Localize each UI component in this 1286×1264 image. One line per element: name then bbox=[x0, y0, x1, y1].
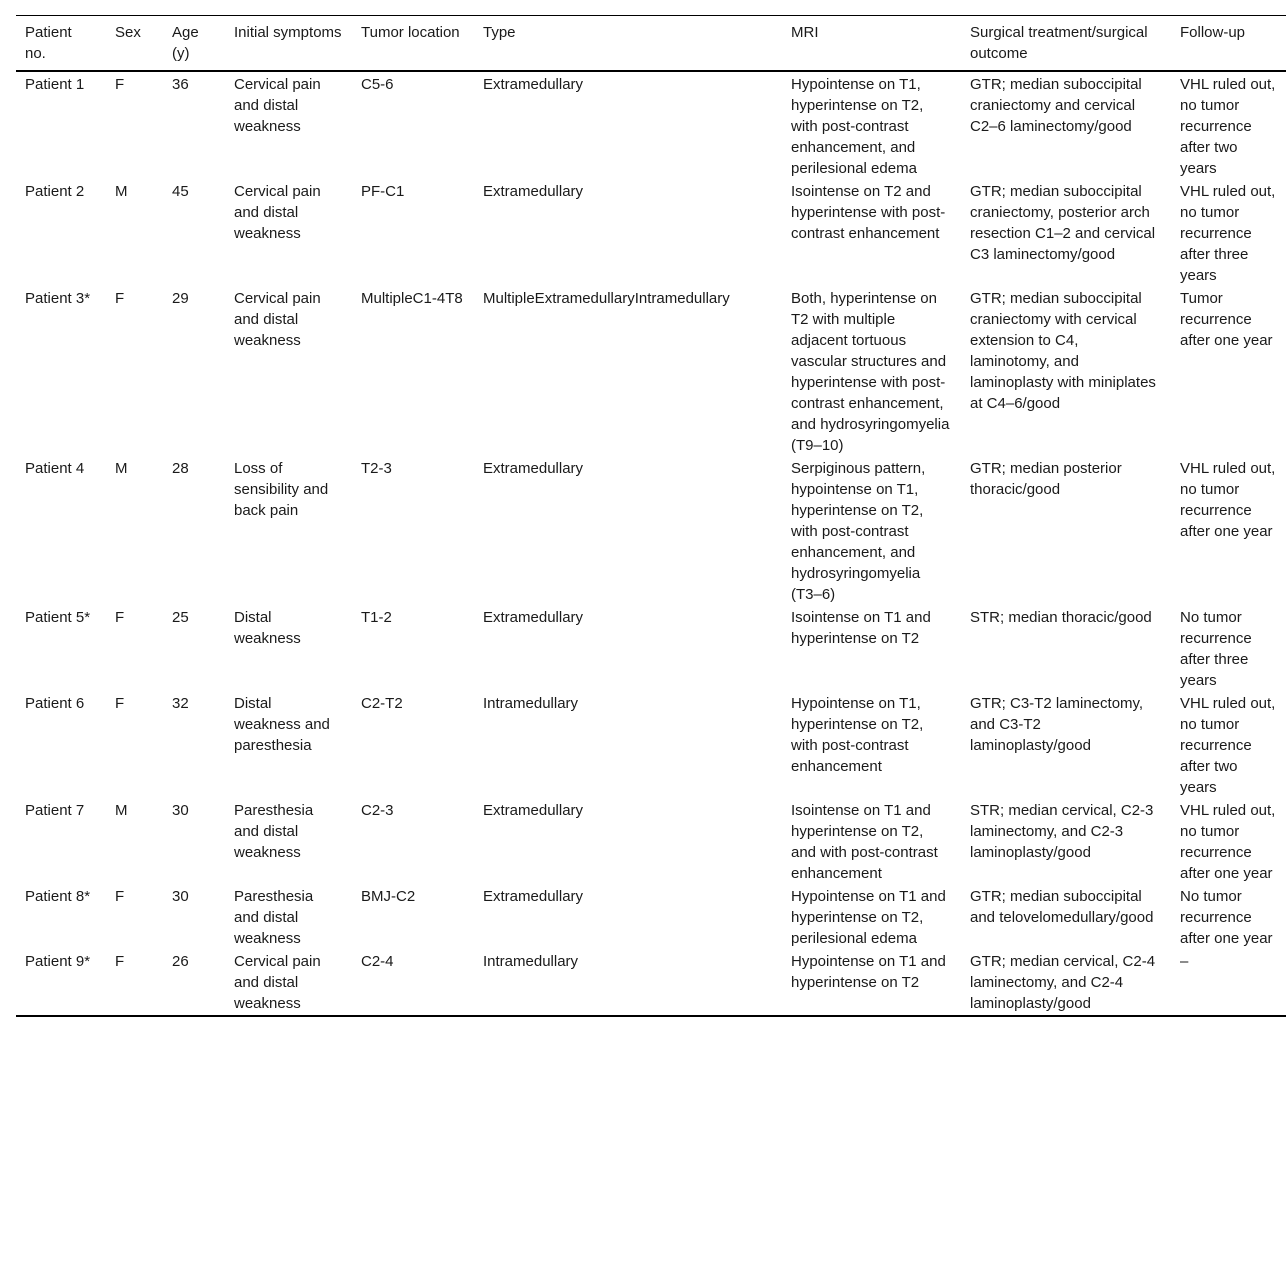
header-surgical-treatment: Surgical treatment/surgical outcome bbox=[970, 24, 1148, 62]
table-row bbox=[16, 799, 1286, 885]
sex-cell: M bbox=[115, 460, 128, 477]
tumor-location-cell: C2-T2 bbox=[361, 695, 403, 712]
table-header bbox=[16, 16, 1286, 72]
follow-up-cell: VHL ruled out, no tumor recurrence after one year bbox=[1180, 802, 1276, 882]
surgical-treatment-cell: STR; median thoracic/good bbox=[970, 609, 1152, 626]
sex-cell: M bbox=[115, 183, 128, 200]
header-tumor-location: Tumor location bbox=[361, 24, 460, 41]
tumor-location-cell: MultipleC1-4T8 bbox=[361, 290, 463, 307]
age-cell: 30 bbox=[172, 888, 189, 905]
mri-cell: Both, hyperintense on T2 with multiple adjacent tortuous vascular structures and hyperintense with post-contrast enhancement, and hydrosyringomyelia (T9–10) bbox=[791, 290, 950, 454]
table-row bbox=[16, 885, 1286, 950]
follow-up-cell: No tumor recurrence after three years bbox=[1180, 609, 1252, 689]
surgical-treatment-cell: GTR; median suboccipital craniectomy and cervical C2–6 laminectomy/good bbox=[970, 76, 1142, 135]
header-age: Age (y) bbox=[172, 24, 199, 62]
surgical-treatment-cell: STR; median cervical, C2-3 laminectomy, and C2-3 laminoplasty/good bbox=[970, 802, 1154, 861]
follow-up-cell: – bbox=[1180, 953, 1189, 970]
table-body bbox=[16, 71, 1286, 1016]
mri-cell: Hypointense on T1 and hyperintense on T2, perilesional edema bbox=[791, 888, 946, 947]
surgical-treatment-cell: GTR; median cervical, C2-4 laminectomy, and C2-4 laminoplasty/good bbox=[970, 953, 1156, 1012]
follow-up-cell: VHL ruled out, no tumor recurrence after two years bbox=[1180, 76, 1276, 177]
type-cell: Extramedullary bbox=[483, 888, 584, 905]
mri-cell: Isointense on T2 and hyperintense with post-contrast enhancement bbox=[791, 183, 946, 242]
initial-symptoms-cell: Cervical pain and distal weakness bbox=[234, 953, 321, 1012]
patient-no-cell: Patient 2 bbox=[25, 183, 85, 200]
tumor-location-cell: T1-2 bbox=[361, 609, 392, 626]
sex-cell: F bbox=[115, 953, 125, 970]
table-row bbox=[16, 71, 1286, 180]
initial-symptoms-cell: Distal weakness and paresthesia bbox=[234, 695, 330, 754]
mri-cell: Hypointense on T1 and hyperintense on T2 bbox=[791, 953, 946, 991]
surgical-treatment-cell: GTR; median posterior thoracic/good bbox=[970, 460, 1122, 498]
patient-no-cell: Patient 7 bbox=[25, 802, 85, 819]
patient-no-cell: Patient 3* bbox=[25, 290, 91, 307]
type-cell: Extramedullary bbox=[483, 76, 584, 93]
table-row bbox=[16, 692, 1286, 799]
type-cell: Extramedullary bbox=[483, 802, 584, 819]
table-container bbox=[16, 15, 1286, 1017]
sex-cell: F bbox=[115, 609, 125, 626]
header-sex: Sex bbox=[115, 24, 141, 41]
tumor-location-cell: PF-C1 bbox=[361, 183, 405, 200]
surgical-treatment-cell: GTR; median suboccipital craniectomy, posterior arch resection C1–2 and cervical C3 laminectomy/good bbox=[970, 183, 1156, 263]
surgical-treatment-cell: GTR; median suboccipital craniectomy with cervical extension to C4, laminotomy, and laminoplasty with miniplates at C4–6/good bbox=[970, 290, 1156, 412]
mri-cell: Isointense on T1 and hyperintense on T2 bbox=[791, 609, 931, 647]
patient-no-cell: Patient 8* bbox=[25, 888, 91, 905]
header-follow-up: Follow-up bbox=[1180, 24, 1246, 41]
table-row bbox=[16, 287, 1286, 457]
tumor-location-cell: T2-3 bbox=[361, 460, 392, 477]
mri-cell: Hypointense on T1, hyperintense on T2, with post-contrast enhancement bbox=[791, 695, 924, 775]
header-initial-symptoms: Initial symptoms bbox=[234, 24, 342, 41]
follow-up-cell: VHL ruled out, no tumor recurrence after one year bbox=[1180, 460, 1276, 540]
patient-no-cell: Patient 5* bbox=[25, 609, 91, 626]
table-row bbox=[16, 180, 1286, 287]
follow-up-cell: VHL ruled out, no tumor recurrence after three years bbox=[1180, 183, 1276, 284]
type-cell: MultipleExtramedullaryIntramedullary bbox=[483, 290, 730, 307]
sex-cell: F bbox=[115, 888, 125, 905]
age-cell: 28 bbox=[172, 460, 189, 477]
sex-cell: F bbox=[115, 76, 125, 93]
sex-cell: M bbox=[115, 802, 128, 819]
surgical-treatment-cell: GTR; median suboccipital and telovelomedullary/good bbox=[970, 888, 1154, 926]
initial-symptoms-cell: Cervical pain and distal weakness bbox=[234, 183, 321, 242]
sex-cell: F bbox=[115, 290, 125, 307]
tumor-location-cell: C5-6 bbox=[361, 76, 394, 93]
surgical-treatment-cell: GTR; C3-T2 laminectomy, and C3-T2 laminoplasty/good bbox=[970, 695, 1144, 754]
patient-no-cell: Patient 1 bbox=[25, 76, 85, 93]
header-row bbox=[16, 16, 1286, 72]
initial-symptoms-cell: Loss of sensibility and back pain bbox=[234, 460, 329, 519]
type-cell: Extramedullary bbox=[483, 183, 584, 200]
initial-symptoms-cell: Paresthesia and distal weakness bbox=[234, 802, 314, 861]
patient-no-cell: Patient 9* bbox=[25, 953, 91, 970]
header-patient-no: Patient no. bbox=[25, 24, 72, 62]
age-cell: 26 bbox=[172, 953, 189, 970]
initial-symptoms-cell: Cervical pain and distal weakness bbox=[234, 290, 321, 349]
mri-cell: Hypointense on T1, hyperintense on T2, with post-contrast enhancement, and perilesional edema bbox=[791, 76, 924, 177]
tumor-location-cell: C2-3 bbox=[361, 802, 394, 819]
initial-symptoms-cell: Distal weakness bbox=[234, 609, 301, 647]
patient-table bbox=[16, 15, 1286, 1017]
table-row bbox=[16, 606, 1286, 692]
initial-symptoms-cell: Paresthesia and distal weakness bbox=[234, 888, 314, 947]
age-cell: 45 bbox=[172, 183, 189, 200]
initial-symptoms-cell: Cervical pain and distal weakness bbox=[234, 76, 321, 135]
table-row bbox=[16, 950, 1286, 1016]
follow-up-cell: No tumor recurrence after one year bbox=[1180, 888, 1273, 947]
header-mri: MRI bbox=[791, 24, 819, 41]
mri-cell: Isointense on T1 and hyperintense on T2, and with post-contrast enhancement bbox=[791, 802, 938, 882]
age-cell: 32 bbox=[172, 695, 189, 712]
follow-up-cell: VHL ruled out, no tumor recurrence after two years bbox=[1180, 695, 1276, 796]
mri-cell: Serpiginous pattern, hypointense on T1, hyperintense on T2, with post-contrast enhancement, and hydrosyringomyelia (T3–6) bbox=[791, 460, 926, 603]
age-cell: 36 bbox=[172, 76, 189, 93]
header-type: Type bbox=[483, 24, 516, 41]
tumor-location-cell: BMJ-C2 bbox=[361, 888, 416, 905]
follow-up-cell: Tumor recurrence after one year bbox=[1180, 290, 1273, 349]
table-row bbox=[16, 457, 1286, 606]
age-cell: 29 bbox=[172, 290, 189, 307]
age-cell: 25 bbox=[172, 609, 189, 626]
type-cell: Intramedullary bbox=[483, 695, 579, 712]
patient-no-cell: Patient 4 bbox=[25, 460, 85, 477]
type-cell: Extramedullary bbox=[483, 460, 584, 477]
type-cell: Intramedullary bbox=[483, 953, 579, 970]
patient-no-cell: Patient 6 bbox=[25, 695, 85, 712]
type-cell: Extramedullary bbox=[483, 609, 584, 626]
age-cell: 30 bbox=[172, 802, 189, 819]
sex-cell: F bbox=[115, 695, 125, 712]
tumor-location-cell: C2-4 bbox=[361, 953, 394, 970]
